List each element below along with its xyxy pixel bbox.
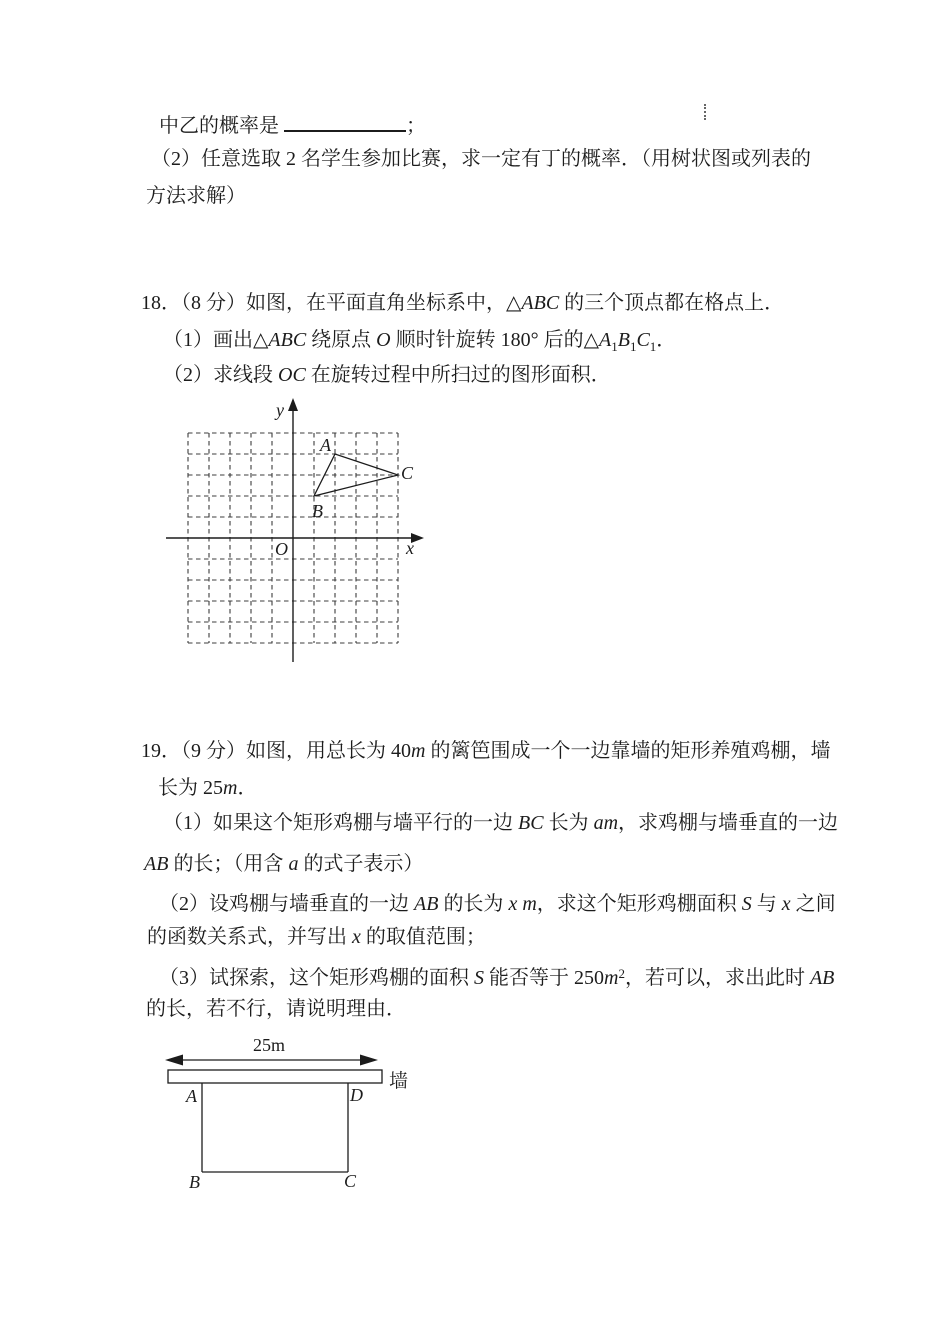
vertex-label-c: C — [401, 463, 414, 483]
coordinate-grid-figure — [160, 396, 432, 672]
y-axis-label: y — [276, 400, 284, 420]
question-19-part1-cont: AB 的长；（用含 a 的式子表示） — [144, 853, 424, 875]
vertex-label-b: B — [312, 501, 323, 521]
wall-label: 墙 — [389, 1071, 409, 1092]
question-18-header: 18．（8 分）如图，在平面直角坐标系中，△ABC 的三个顶点都在格点上． — [141, 292, 785, 314]
corner-label-a: A — [186, 1086, 197, 1106]
question-19-part1: （1）如果这个矩形鸡棚与墙平行的一边 BC 长为 am，求鸡棚与墙垂直的一边 — [163, 812, 839, 834]
stray-dotted-mark — [704, 104, 706, 120]
probability-blank-line: 中乙的概率是 ； — [159, 115, 426, 137]
intro-part2-line: （2）任意选取 2 名学生参加比赛，求一定有丁的概率．（用树状图或列表的 — [151, 148, 811, 170]
question-19-part3-cont: 的长，若不行，请说明理由． — [146, 998, 406, 1020]
dimension-arrow — [165, 1055, 378, 1066]
rectangle-abcd — [202, 1083, 348, 1172]
question-19-part3: （3）试探索，这个矩形鸡棚的面积 S 能否等于 $250m^2$，若可以，求出此时 AB — [159, 966, 835, 989]
corner-label-d: D — [350, 1085, 363, 1105]
question-19-header-cont: 长为 25m． — [158, 777, 258, 799]
x-axis — [166, 533, 424, 543]
chicken-coop-figure — [152, 1030, 432, 1200]
x-axis-label: x — [406, 538, 414, 558]
intro-part2-line-cont: 方法求解） — [146, 185, 246, 207]
corner-label-b: B — [189, 1172, 200, 1192]
dimension-label: 25m — [252, 1035, 286, 1055]
question-19-header: 19．（9 分）如图，用总长为 40m 的篱笆围成一个一边靠墙的矩形养殖鸡棚，墙 — [141, 740, 831, 762]
vertex-label-a: A — [320, 435, 331, 455]
corner-label-c: C — [344, 1171, 357, 1191]
question-18-part1: （1）画出△ABC 绕原点 O 顺时针旋转 180° 后的$\triangle A_1B_1C_1$． — [163, 329, 677, 354]
origin-label: O — [275, 539, 288, 559]
wall-bar — [168, 1070, 382, 1083]
question-19-part2-cont: 的函数关系式，并写出 x 的取值范围； — [147, 926, 486, 948]
question-19-part2: （2）设鸡棚与墙垂直的一边 AB 的长为 x m，求这个矩形鸡棚面积 S 与 x 之间 — [159, 893, 836, 915]
question-18-part2: （2）求线段 OC 在旋转过程中所扫过的图形面积． — [163, 364, 611, 386]
